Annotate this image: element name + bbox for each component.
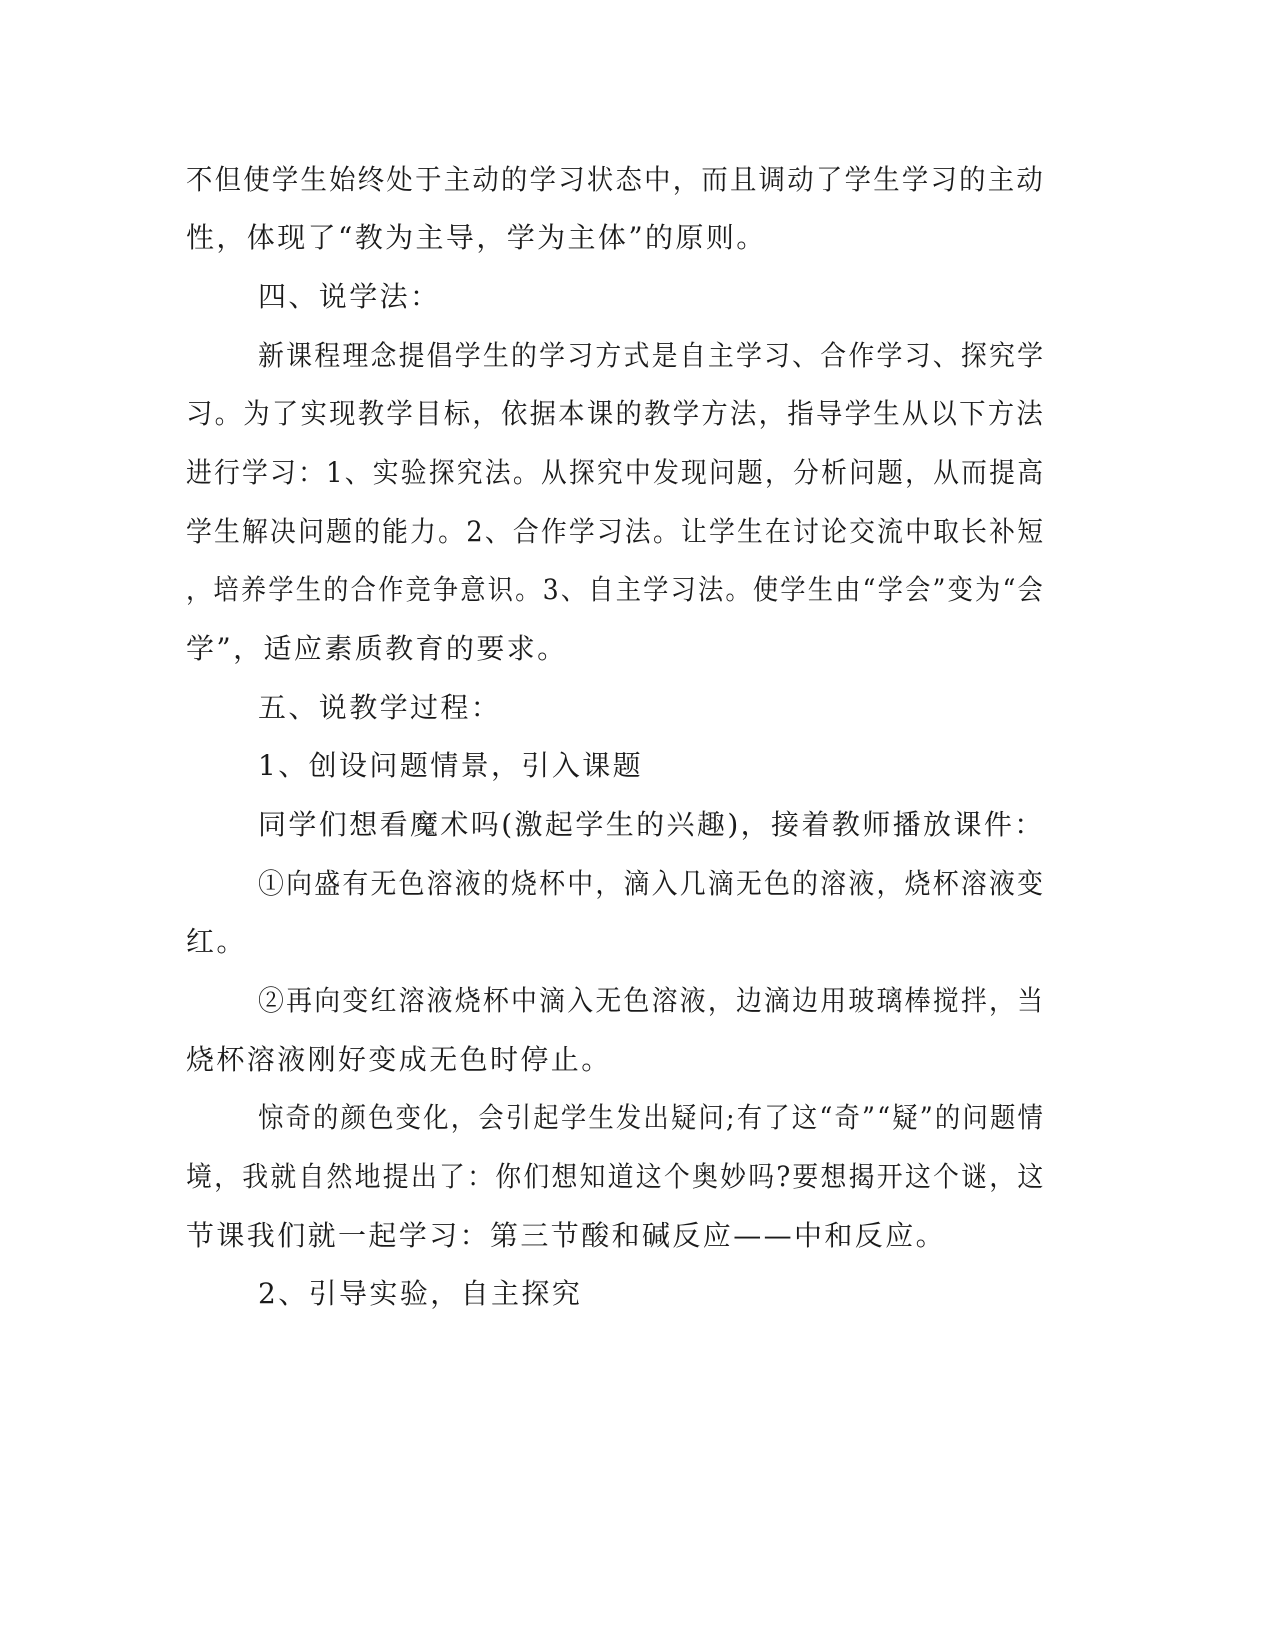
paragraph-line: ②再向变红溶液烧杯中滴入无色溶液，边滴边用玻璃棒搅拌，当 — [258, 984, 1046, 1017]
paragraph-line: 不但使学生始终处于主动的学习状态中，而且调动了学生学习的主动 — [186, 163, 1046, 196]
paragraph-line: 同学们想看魔术吗(激起学生的兴趣)，接着教师播放课件： — [258, 808, 1045, 841]
paragraph-line: 进行学习：1、实验探究法。从探究中发现问题，分析问题，从而提高 — [186, 456, 1046, 489]
paragraph-line: 节课我们就一起学习：第三节酸和碱反应——中和反应。 — [186, 1219, 947, 1252]
paragraph-line: ，培养学生的合作竞争意识。3、自主学习法。使学生由“学会”变为“会 — [186, 573, 1045, 606]
paragraph-line: 习。为了实现教学目标，依据本课的教学方法，指导学生从以下方法 — [186, 397, 1046, 430]
paragraph-line: 新课程理念提倡学生的学习方式是自主学习、合作学习、探究学 — [258, 339, 1046, 372]
paragraph-line: 性，体现了“教为主导，学为主体”的原则。 — [186, 221, 767, 254]
paragraph-line: 境，我就自然地提出了：你们想知道这个奥妙吗?要想揭开这个谜，这 — [186, 1160, 1046, 1193]
section-heading-study-methods: 四、说学法： — [258, 280, 441, 313]
paragraph-line: 烧杯溶液刚好变成无色时停止。 — [186, 1043, 612, 1076]
paragraph-line: 惊奇的颜色变化，会引起学生发出疑问;有了这“奇”“疑”的问题情 — [258, 1101, 1046, 1134]
paragraph-line: 学生解决问题的能力。2、合作学习法。让学生在讨论交流中取长补短 — [186, 515, 1046, 548]
paragraph-line: ①向盛有无色溶液的烧杯中，滴入几滴无色的溶液，烧杯溶液变 — [258, 867, 1046, 900]
paragraph-line: 红。 — [186, 925, 247, 958]
subsection-heading: 2、引导实验，自主探究 — [258, 1277, 583, 1310]
paragraph-line: 学”，适应素质教育的要求。 — [186, 632, 568, 665]
subsection-heading: 1、创设问题情景，引入课题 — [258, 749, 644, 782]
section-heading-teaching-process: 五、说教学过程： — [258, 691, 502, 724]
